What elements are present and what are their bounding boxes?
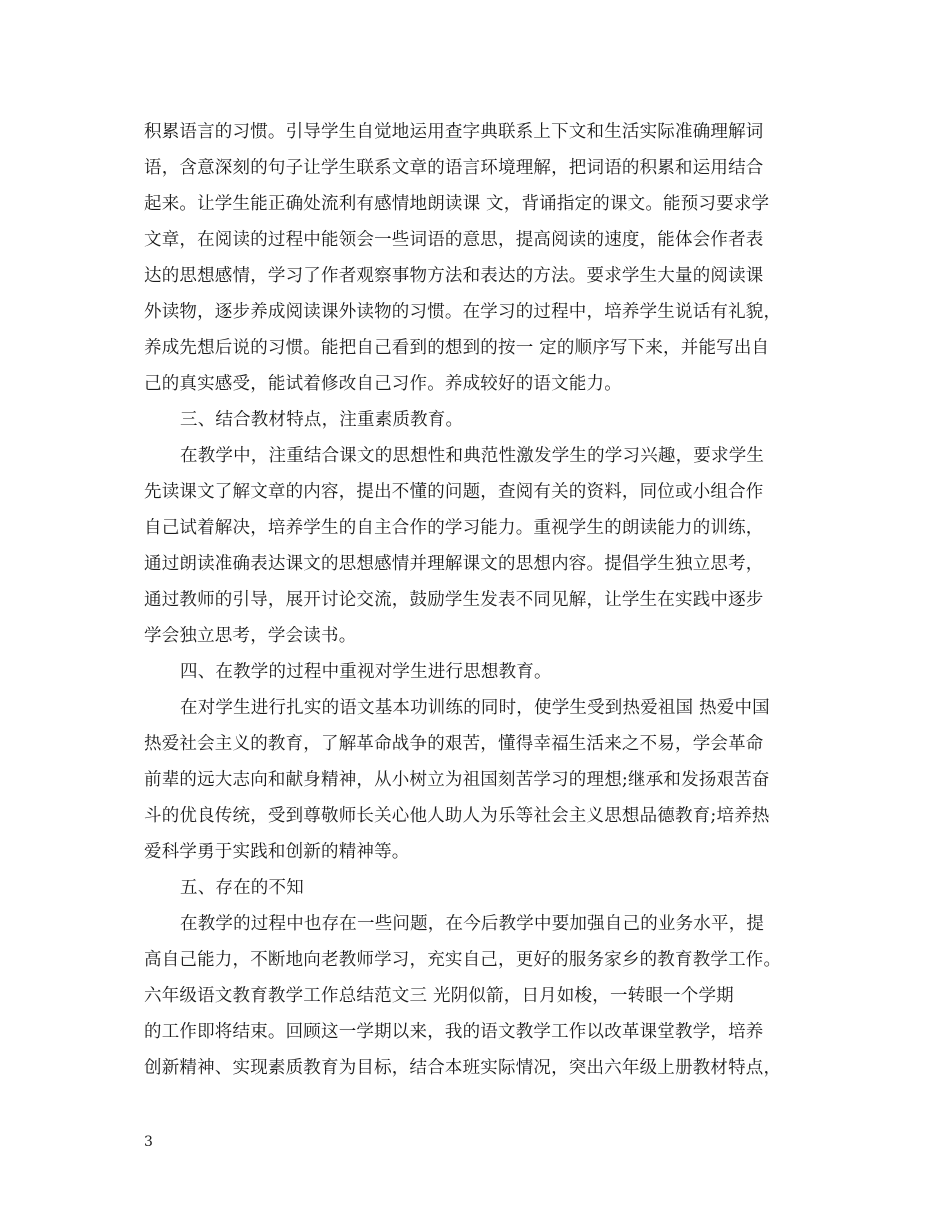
text-line: 爱科学勇于实践和创新的精神等。 — [144, 842, 410, 862]
text-line: 三、结合教材特点，注重素质教育。 — [180, 410, 464, 430]
text-line: 先读课文了解文章的内容，提出不懂的问题，查阅有关的资料，同位或小组合作 — [144, 482, 764, 502]
text-line: 五、存在的不知 — [180, 878, 304, 898]
text-line: 己的真实感受，能试着修改自己习作。养成较好的语文能力。 — [144, 374, 622, 394]
page-number: 3 — [144, 1134, 153, 1150]
text-line: 在教学的过程中也存在一些问题，在今后教学中要加强自己的业务水平，提 — [180, 914, 765, 934]
text-line: 的工作即将结束。回顾这一学期以来，我的语文教学工作以改革课堂教学，培养 — [144, 1022, 764, 1042]
text-line: 起来。让学生能正确处流利有感情地朗读课 文，背诵指定的课文。能预习要求学 — [144, 194, 770, 214]
text-line: 通过教师的引导，展开讨论交流，鼓励学生发表不同见解，让学生在实践中逐步 — [144, 590, 764, 610]
text-line: 通过朗读准确表达课文的思想感情并理解课文的思想内容。提倡学生独立思考， — [144, 554, 764, 574]
text-line: 前辈的远大志向和献身精神，从小树立为祖国刻苦学习的理想;继承和发扬艰苦奋 — [144, 770, 770, 790]
text-line: 热爱社会主义的教育，了解革命战争的艰苦，懂得幸福生活来之不易，学会革命 — [144, 734, 764, 754]
text-line: 养成先想后说的习惯。能把自己看到的想到的按一 定的顺序写下来，并能写出自 — [144, 338, 770, 358]
text-line: 六年级语文教育教学工作总结范文三 光阴似箭，日月如梭，一转眼一个学期 — [144, 986, 734, 1006]
text-line: 语，含意深刻的句子让学生联系文章的语言环境理解，把词语的积累和运用结合 — [144, 158, 764, 178]
text-line: 创新精神、实现素质教育为目标，结合本班实际情况，突出六年级上册教材特点， — [144, 1058, 782, 1078]
text-line: 斗的优良传统，受到尊敬师长关心他人助人为乐等社会主义思想品德教育;培养热 — [144, 806, 770, 826]
text-line: 在对学生进行扎实的语文基本功训练的同时，使学生受到热爱祖国 热爱中国 — [180, 698, 770, 718]
text-line: 文章，在阅读的过程中能领会一些词语的意思，提高阅读的速度，能体会作者表 — [144, 230, 764, 250]
text-line: 在教学中，注重结合课文的思想性和典范性激发学生的学习兴趣，要求学生 — [180, 446, 765, 466]
text-line: 积累语言的习惯。引导学生自觉地运用查字典联系上下文和生活实际准确理解词 — [144, 122, 764, 142]
text-line: 四、在教学的过程中重视对学生进行思想教育。 — [180, 662, 552, 682]
text-line: 外读物，逐步养成阅读课外读物的习惯。在学习的过程中，培养学生说话有礼貌， — [144, 302, 782, 322]
text-line: 学会独立思考，学会读书。 — [144, 626, 357, 646]
text-line: 自己试着解决，培养学生的自主合作的学习能力。重视学生的朗读能力的训练， — [144, 518, 764, 538]
text-line: 高自己能力，不断地向老教师学习，充实自己，更好的服务家乡的教育教学工作。 — [144, 950, 782, 970]
text-line: 达的思想感情，学习了作者观察事物方法和表达的方法。要求学生大量的阅读课 — [144, 266, 764, 286]
document-body — [144, 114, 808, 1086]
